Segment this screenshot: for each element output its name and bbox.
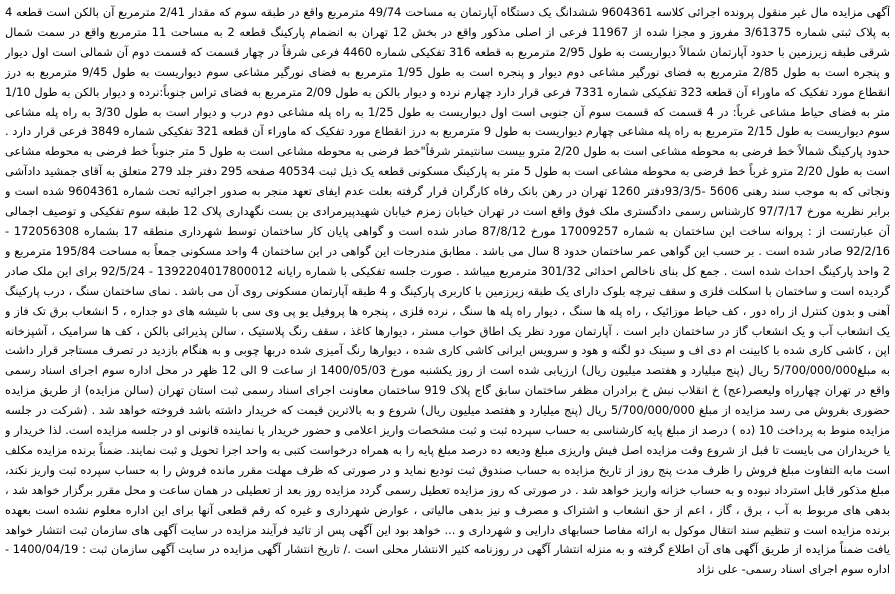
auction-notice-text: آگهی مزایده مال غیر منقول پرونده اجرائی کلاسه 9604361 ششدانگ یک دستگاه آپارتمان به مساحت 49/74 مترمربع واقع در طبقه سوم که مقدار 2/41 مترمربع آن بالکن است قطعه 4 به پلاک ثبتی شماره 3/61375 مفروز و مجزا شده از 11967 فرعی از اصلی مذکور واقع در بخش 12 تهران به انضمام پارکینگ قطعه 2 به مساحت 11 مترمربع واقع در سمت شمال شرقی طبقه زیرزمین با حدود آپارتمان شمالاً دیواریست به طول 2/95 مترمربع به قطعه 316 تفکیکی شماره 4460 فرعی شرقاً در چهار قسمت که قسمت دوم آن شمالی است اول دیوار و پنجره است به طول 2/85 مترمربع به فضای نورگیر مشاعی دوم دیوار و پنجره است به طول 1/95 مترمربع به فضای نورگیر مشاعی سوم دیواریست به طول 9/45 مترمربع به درز انقطاع مورد تفکیک که ماوراء آن قطعه 323 تفکیکی شماره 7331 فرعی قرار دارد چهارم نرده و دیوار بالکن به طول 2/09 مترمربع به فضای تراس جنوباً:نرده و دیوار بالکن به طول 1/10 متر به فضای حیاط مشاعی غرباً: در 4 قسمت که قسمت سوم آن جنوبی است اول دیواریست به طول 1/25 به راه پله مشاعی دوم درب و دیوار است به طول 3/30 به راه پله مشاعی سوم دیواریست به طول 2/15 مترمربع به راه پله مشاعی چهارم دیواریست به طول 9 مترمربع به درز انقطاع مورد تفکیک که ماوراء آن قطعه 321 تفکیکی شماره 3849 فرعی قرار دارد . حدود پارکینگ شمالاً خط فرضی به محوطه مشاعی است به طول 2/20 مترو بیست سانتیمتر شرقاً"خط فرضی به محوطه مشاعی است به طول 5 متر جنوباً خط فرضی به محوطه مشاعی است به طول 2/20 مترو غرباً خط فرضی به محوطه مشاعی است به طول 5 متر به پارکینگ مسکونی قطعه یک ذیل ثبت 40534 صفحه 295 دفتر جلد 279 متعلق به آقای جمشید دادآشی ونجاتی که به موجب سند رهنی 5606 -93/3/5دفتر 1260 تهران در رهن بانک رفاه کارگران قرار گرفته بعلت عدم ایفای تعهد منجر به صدور اجرائیه تحت شماره 9604361 شده است و برابر نظریه مورخ 97/7/17 کارشناس رسمی دادگستری ملک فوق واقع است در تهران خیابان زمزم خیابان شهیدپیرمرادی بن بست نگهداری پلاک 12 طبقه سوم تفکیکی و توصیف اجمالی آن عبارتست از : پروانه ساخت این ساختمان به شماره 17009257 مورخ 87/8/12 صادر شده است و گواهی پایان کار ساختمان توسط شهرداری منطقه 17 بشماره 172056308 - 92/2/16 صادر شده است . بر حسب این گواهی عمر ساختمان حدود 8 سال می باشد . مطابق مندرجات این گواهی در این ساختمان 4 واحد مسکونی جمعاً به مساحت 195/84 مترمربع و 2 واحد پارکینگ احداث شده است . جمع کل بنای ناخالص احداثی 301/32 مترمربع میباشد . صورت جلسه تفکیکی با شماره رایانه 1392204017800012 - 92/5/24 برای این ملک صادر گردیده است و ساختمان با اسکلت فلزی و سقف تیرچه بلوک دارای یک طبقه زیرزمین با کاربری پارکینگ و 4 طبقه آپارتمان مسکونی روی آن می باشد . نمای ساختمان سنگ ، درب پارکینگ آهنی و بدون کنترل از راه دور ، کف حیاط موزائیک ، راه پله ها سنگ ، دیوار راه پله ها سنگ ، نرده فلزی ، پنجره ها پروفیل یو پی وی سی با شیشه های دو جداره ، 5 انشعاب برق تک فاز و یک انشعاب آب و یک انشعاب گاز در ساختمان دایر است . آپارتمان مورد نظر یک اطاق خواب مستر ، دیوارها کاغذ ، سقف رنگ پلاستیک ، سالن پذیرائی بالکن ، کف ها سرامیک ، آشپزخانه اپن ، کاشی کاری شده با کابینت ام دی اف و سینک دو لگنه و هود و سرویس ایرانی کاشی کاری شده ، دیوارها رنگ آمیزی شده دربها چوبی و به هنگام بازدید در تصرف مستاجر قرار داشت به مبلغ5/700/000/000 ریال (پنج میلیارد و هفتصد میلیون ریال) ارزیابی شده است از روز یکشنبه مورخ 1400/05/03 از ساعت 9 الی 12 ظهر در محل اداره سوم اجرای اسناد رسمی واقع در تهران چهارراه ولیعصر(عج) خ انقلاب نبش خ برادران مظفر ساختمان سابق گاج پلاک 919 ساختمان معاونت اجرای اسناد رسمی ثبت استان تهران (سالن مزایده) از طریق مزایده حضوری بفروش می رسد مزایده از مبلغ 5/700/000/000 ریال (پنج میلیارد و هفتصد میلیون ریال) شروع و به بالاترین قیمت که خریدار داشته باشد فروخته خواهد شد . (شرکت در جلسه مزایده منوط به پرداخت 10 (ده ) درصد از مبلغ پایه کارشناسی به حساب سپرده ثبت و ثبت مشخصات واریز اعلامی و حضور خریدار یا نماینده قانونی او در جلسه مزایده است. لذا خریدار و یا خریداران می بایست تا قبل از شروع وقت مزایده اصل فیش واریزی مبلغ ودیعه ده درصد مبلغ پایه را به همراه درخواست کتبی به واحد اجرا تحویل و ثبت نمایند. ضمناً برنده مزایده مکلف است مابه التفاوت مبلغ فروش را ظرف مدت پنج روز از تاریخ مزایده به حساب صندوق ثبت تودیع نماید و در صورتی که ظرف مهلت مقرر مانده فروش را به حساب سپرده ثبت واریز نکند، مبلغ مذکور قابل استرداد نبوده و به حساب خزانه واریز خواهد شد . در صورتی که روز مزایده تعطیل رسمی گردد مزایده روز بعد از تعطیلی در همان ساعت و محل مقرر برگزار خواهد شد ، بدهی های مربوط به آب ، برق ، گاز ، اعم از حق انشعاب و اشتراک و مصرف و نیز بدهی مالیاتی ، عوارض شهرداری و غیره که رقم قطعی آنها برای این اداره معلوم نشده است بعهده برنده مزایده است و تنظیم سند انتقال موکول به ارائه مفاصا حسابهای دارایی و شهرداری و ... خواهد بود این آگهی پس از تائید فرآیند مزایده در سایت آگهی های سازمان ثبت انتشار خواهد یافت ضمناً مزایده از طریق آگهی های آن اطلاع گرفته و به منزله انتشار آگهی در روزنامه کثیر الانتشار محلی است ./ تاریخ انتشار آگهی مزایده در سایت آگهی سازمان ثبت : 1400/04/19 - اداره سوم اجرای اسناد رسمی- علی نژاد [5, 5, 890, 577]
auction-notice [5, 3, 890, 588]
